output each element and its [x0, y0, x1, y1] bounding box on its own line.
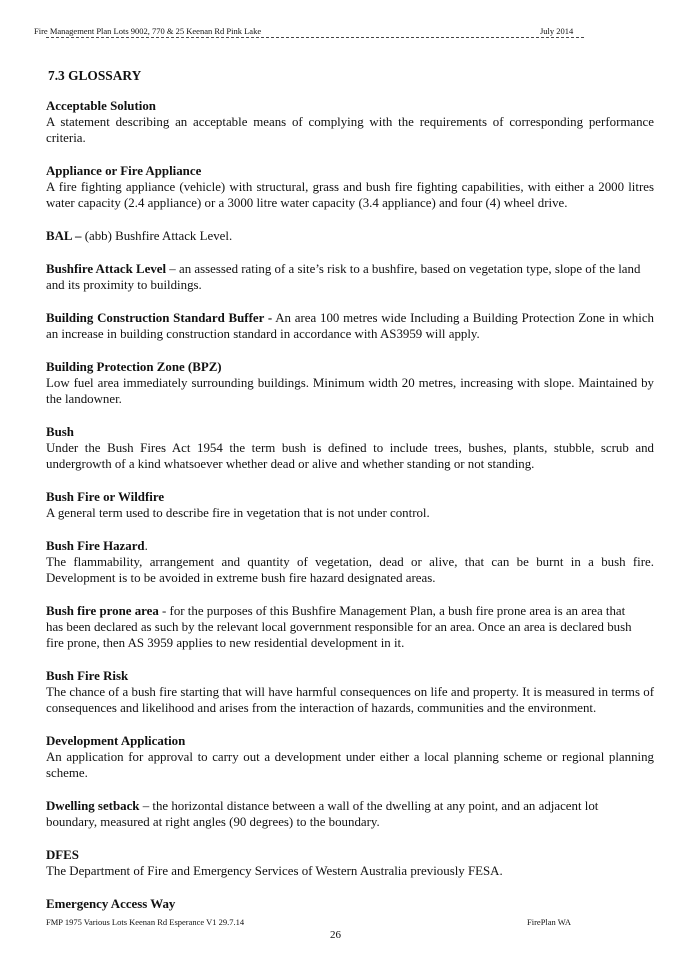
glossary-entry — [46, 163, 654, 211]
glossary-list — [46, 98, 654, 929]
glossary-definition: A fire fighting appliance (vehicle) with structural, grass and bush fire fighting capabilities, with either a 2000 litres water capacity (2.4 appliance) or a 3000 litre water capacity (3.4 appliance) and four (4) wheel drive. — [46, 180, 654, 210]
glossary-entry — [46, 228, 654, 244]
glossary-entry — [46, 489, 654, 521]
glossary-term: DFES — [46, 848, 79, 862]
glossary-entry — [46, 603, 654, 651]
glossary-entry — [46, 733, 654, 781]
glossary-definition: (abb) Bushfire Attack Level. — [81, 229, 233, 243]
glossary-definition: Low fuel area immediately surrounding buildings. Minimum width 20 metres, increasing with slope. Maintained by the landowner. — [46, 376, 654, 406]
glossary-definition: The chance of a bush fire starting that will have harmful consequences on life and property. It is measured in terms of consequences and likelihood and arises from the interaction of hazards, communities and the environment. — [46, 685, 654, 715]
header-divider — [46, 37, 584, 38]
glossary-term: Bush Fire or Wildfire — [46, 490, 165, 504]
page-number: 26 — [330, 929, 341, 941]
glossary-term: Emergency Access Way — [46, 897, 176, 911]
glossary-definition: - for the purposes of this Bushfire Management Plan, a bush fire prone area is an area that has been declared as such by the relevant local government responsible for an area. Once an area is declared bush fire prone, then AS 3959 applies to new residential development in it. — [46, 604, 632, 650]
glossary-term: Bushfire Attack Level — [46, 262, 167, 276]
glossary-term: Building Protection Zone (BPZ) — [46, 360, 222, 374]
glossary-entry — [46, 310, 654, 342]
glossary-entry — [46, 98, 654, 146]
glossary-entry — [46, 896, 654, 912]
glossary-definition: Under the Bush Fires Act 1954 the term bush is defined to include trees, bushes, plants, stubble, scrub and undergrowth of a kind whatsoever whether dead or alive and whether standing or not standing. — [46, 441, 654, 471]
glossary-term: Bush — [46, 425, 74, 439]
glossary-definition: A statement describing an acceptable means of complying with the requirements of corresponding performance criteria. — [46, 115, 654, 145]
glossary-definition: – the horizontal distance between a wall of the dwelling at any point, and an adjacent lot boundary, measured at right angles (90 degrees) to the boundary. — [46, 799, 599, 829]
page-header-left: Fire Management Plan Lots 9002, 770 & 25 Keenan Rd Pink Lake — [34, 26, 262, 36]
glossary-term: Dwelling setback — [46, 799, 140, 813]
page-header-date: July 2014 — [540, 26, 574, 36]
glossary-entry — [46, 538, 654, 586]
glossary-entry — [46, 847, 654, 879]
glossary-term: Development Application — [46, 734, 186, 748]
glossary-entry — [46, 798, 654, 830]
glossary-term-line — [46, 538, 654, 554]
glossary-term: Building Construction Standard Buffer - — [46, 311, 273, 325]
page-footer-left: FMP 1975 Various Lots Keenan Rd Esperance V1 29.7.14 — [46, 917, 245, 927]
page-footer-right: FirePlan WA — [527, 917, 571, 927]
glossary-definition: An area 100 metres wide Including a Building Protection Zone in which an increase in building construction standard in accordance with AS3959 will apply. — [46, 311, 654, 341]
glossary-entry — [46, 261, 654, 293]
glossary-term: BAL – — [46, 229, 82, 243]
glossary-term: Bush fire prone area — [46, 604, 159, 618]
glossary-term: Acceptable Solution — [46, 99, 156, 113]
glossary-term: Appliance or Fire Appliance — [46, 164, 202, 178]
term-suffix: . — [144, 539, 148, 553]
glossary-entry — [46, 359, 654, 407]
glossary-entry — [46, 424, 654, 472]
glossary-definition: The flammability, arrangement and quantity of vegetation, dead or alive, that can be burnt in a bush fire. Development is to be avoided in extreme bush fire hazard designated areas. — [46, 555, 654, 585]
glossary-entry — [46, 668, 654, 716]
section-title: 7.3 GLOSSARY — [48, 68, 142, 83]
glossary-definition: An application for approval to carry out a development under either a local planning scheme or regional planning scheme. — [46, 750, 654, 780]
glossary-definition: The Department of Fire and Emergency Services of Western Australia previously FESA. — [46, 864, 503, 878]
glossary-definition: – an assessed rating of a site’s risk to a bushfire, based on vegetation type, slope of the land and its proximity to buildings. — [46, 262, 641, 292]
glossary-term: Bush Fire Risk — [46, 669, 129, 683]
glossary-definition: A general term used to describe fire in vegetation that is not under control. — [46, 506, 430, 520]
glossary-term: Bush Fire Hazard — [46, 539, 145, 553]
